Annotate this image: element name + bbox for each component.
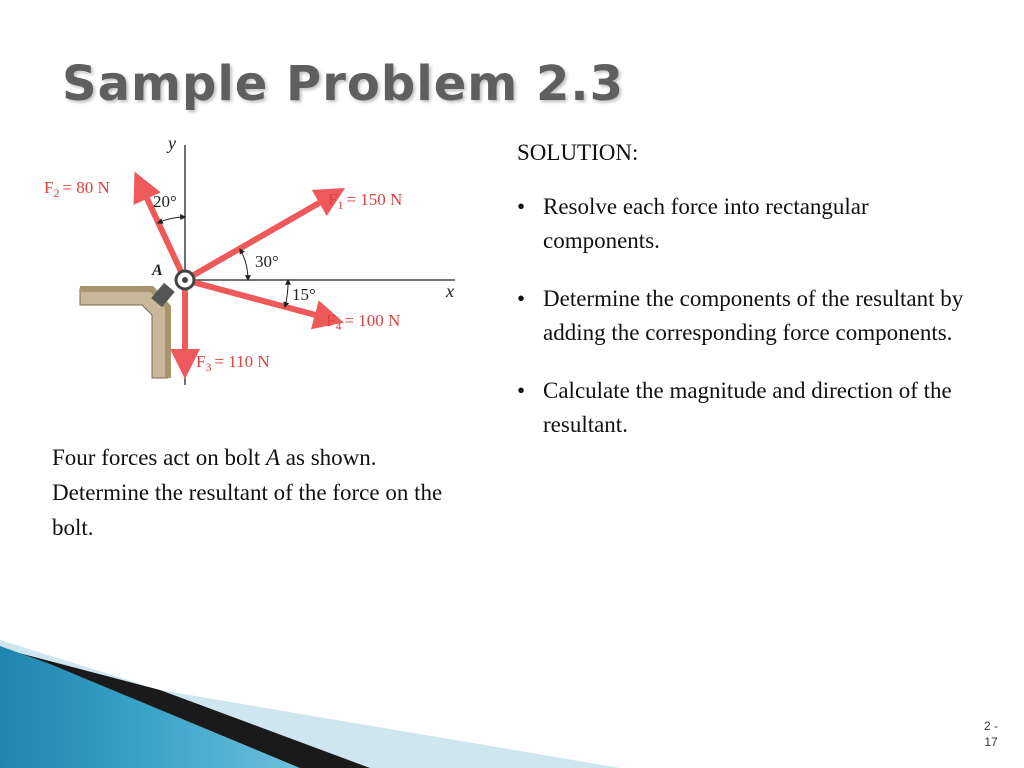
solution-steps bbox=[517, 190, 987, 466]
angle-arc-15 bbox=[285, 280, 288, 307]
angle-15-label: 15° bbox=[292, 285, 316, 304]
solution-step-text: Determine the components of the resultant by adding the corresponding force components. bbox=[543, 286, 964, 345]
x-axis-label: x bbox=[446, 281, 454, 301]
solution-step bbox=[517, 190, 987, 258]
slide-title: Sample Problem 2.3 bbox=[62, 56, 625, 112]
bullet-dot: • bbox=[517, 286, 526, 311]
force-label-f3: $F_3 = 110$ N bbox=[196, 352, 270, 374]
page-number: 2 - 17 bbox=[983, 719, 998, 749]
force-label-f1: $F_1 = 150$ N bbox=[328, 190, 403, 212]
solution-step bbox=[517, 374, 987, 442]
angle-20-label: 20° bbox=[153, 192, 177, 211]
force-diagram-svg bbox=[40, 125, 470, 385]
problem-text-bolt-label: A bbox=[265, 445, 281, 470]
angle-arc-30 bbox=[240, 249, 248, 280]
footer-decoration bbox=[0, 640, 1024, 768]
force-diagram bbox=[40, 125, 470, 385]
bolt-a-center bbox=[182, 277, 188, 283]
solution-heading: SOLUTION: bbox=[517, 140, 639, 165]
problem-statement bbox=[52, 440, 472, 545]
wall-support bbox=[80, 289, 168, 378]
y-axis-label: y bbox=[168, 133, 176, 153]
problem-text-part-1: Four forces act on bolt bbox=[52, 445, 266, 470]
angle-30-label: 30° bbox=[255, 252, 279, 271]
point-a-label: A bbox=[152, 262, 163, 279]
force-label-f4: $F_4 = 100$ N bbox=[326, 311, 401, 333]
angle-arc-20 bbox=[158, 217, 185, 223]
problem-text-part-2: as shown. Determine the resultant of the force on the bolt. bbox=[52, 445, 443, 540]
solution-step bbox=[517, 282, 987, 350]
bullet-dot: • bbox=[517, 378, 526, 403]
force-label-f2: $F_2 = 80$ N bbox=[44, 178, 110, 200]
bullet-dot: • bbox=[517, 194, 526, 219]
solution-step-text: Resolve each force into rectangular components. bbox=[543, 194, 869, 253]
solution-step-text: Calculate the magnitude and direction of the resultant. bbox=[543, 378, 952, 437]
